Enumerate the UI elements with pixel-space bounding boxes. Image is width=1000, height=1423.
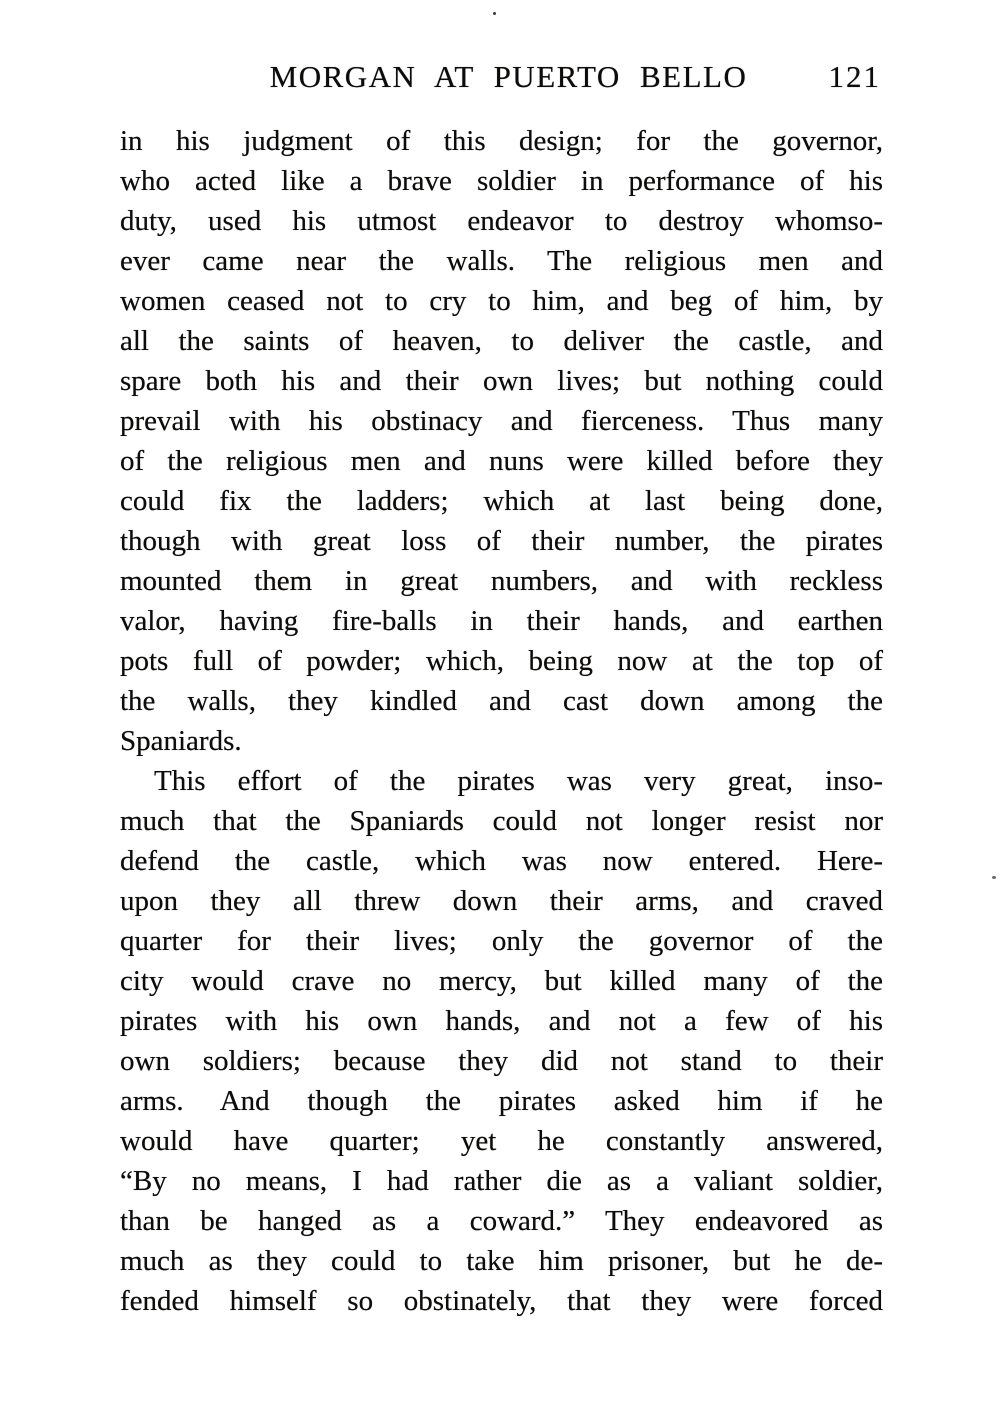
text-line: upon they all threw down their arms, and craved <box>120 885 883 917</box>
text-line: though with great loss of their number, the pirates <box>120 525 883 557</box>
text-line: than be hanged as a coward.” They endeavored as <box>120 1205 883 1237</box>
text-line: pots full of powder; which, being now at the top of <box>120 645 883 677</box>
text-line: arms. And though the pirates asked him if he <box>120 1085 883 1117</box>
page-number: 121 <box>828 59 881 94</box>
text-line: who acted like a brave soldier in performance of his <box>120 165 883 197</box>
text-line: Spaniards. <box>120 725 242 757</box>
paragraph <box>120 121 883 761</box>
text-line: in his judgment of this design; for the governor, <box>120 125 883 157</box>
text-line: could fix the ladders; which at last being done, <box>120 485 883 517</box>
text-line: duty, used his utmost endeavor to destroy whomso- <box>120 205 883 237</box>
text-line: all the saints of heaven, to deliver the castle, and <box>120 325 883 357</box>
paragraph <box>120 761 883 1321</box>
text-line: of the religious men and nuns were killed before they <box>120 445 883 477</box>
text-line: spare both his and their own lives; but nothing could <box>120 365 883 397</box>
text-line: defend the castle, which was now entered. Here- <box>120 845 883 877</box>
text-line: the walls, they kindled and cast down among the <box>120 685 883 717</box>
text-line: quarter for their lives; only the governor of the <box>120 925 883 957</box>
text-line: would have quarter; yet he constantly answered, <box>120 1125 883 1157</box>
text-line: much as they could to take him prisoner, but he de- <box>120 1245 883 1277</box>
scan-speck <box>493 12 496 15</box>
text-line: “By no means, I had rather die as a valiant soldier, <box>120 1165 883 1197</box>
text-line: valor, having fire-balls in their hands, and earthen <box>120 605 883 637</box>
text-line: ever came near the walls. The religious men and <box>120 245 883 277</box>
text-line: women ceased not to cry to him, and beg of him, by <box>120 285 883 317</box>
text-line: This effort of the pirates was very great, inso- <box>154 765 883 797</box>
text-line: much that the Spaniards could not longer resist nor <box>120 805 883 837</box>
text-line: pirates with his own hands, and not a few of his <box>120 1005 883 1037</box>
text-line: own soldiers; because they did not stand to their <box>120 1045 883 1077</box>
text-line: city would crave no mercy, but killed many of the <box>120 965 883 997</box>
running-head <box>120 56 883 98</box>
text-line: mounted them in great numbers, and with reckless <box>120 565 883 597</box>
scan-speck <box>992 876 996 879</box>
page-title: MORGAN AT PUERTO BELLO <box>269 59 748 94</box>
text-block <box>120 121 883 1321</box>
text-line: prevail with his obstinacy and fierceness. Thus many <box>120 405 883 437</box>
text-line: fended himself so obstinately, that they were forced <box>120 1285 883 1317</box>
